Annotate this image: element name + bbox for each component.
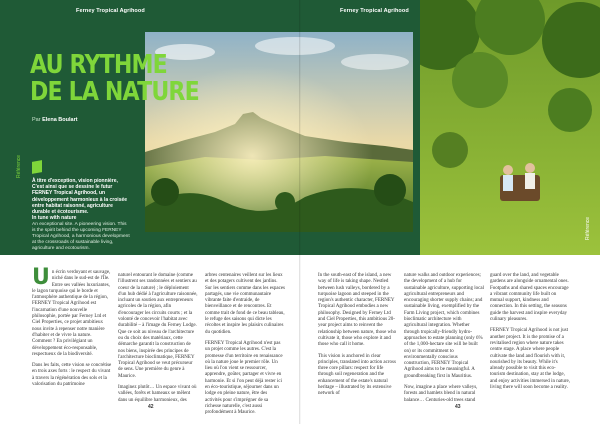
column-1-text-2: Dans les faits, cette vision se concrétise en trois axes forts : le respect du vivant à travers la régénération des sols et la valorisation du patrimoine bbox=[32, 363, 112, 388]
column-4-text: In the south-east of the island, a new way of life is taking shape. Nestled between lush valleys, bordered by a turquoise lagoon and steeped in the region's authentic character, FERNEY Tropical Agrihood embodies a new philosophy. Designed by Ferney Ltd and Ciel Properties, this ambitious 20-year project aims to reinvent the relationship between nature, those who cultivate it, those who explore it and those who call it home. bbox=[318, 273, 397, 348]
column-5-text-2: Now, imagine a place where valleys, forests and hamlets blend in natural balance… Centuries-old trees stand bbox=[404, 385, 478, 403]
byline-author: Elena Boulart bbox=[42, 117, 78, 123]
column-3-text-2: FERNEY Tropical Agrihood n'est pas un projet comme les autres. C'est la promesse d'un territoire en renaissance où la nature joue le premier rôle. Un lieu où l'on vient se ressourcer, apprendre, goûter, partager et vivre en harmonie. Et si l'on peut déjà rester ici en éco-touristique, séjourner dans un lodge en pleine nature, être des activités pour s'imprégner de sa richesse naturelle, c'est aussi profondément à Maurice. bbox=[205, 340, 283, 416]
byline bbox=[32, 117, 78, 123]
intro-paragraph-fr: À titre d'exception, vision pionnière, C'est ainsi que se dessine le futur FERNEY Tropical Agrihood, un développement harmonieux à la croisée entre habitat raisonné, agriculture durable et écotourisme. bbox=[32, 178, 128, 216]
intro-paragraph-en: An exceptional site. A pioneering vision. This is the spirit behind the upcoming FERNEY Tropical Agrihood, a harmonious development at the crossroads of sustainable living, agriculture and ecotourism. bbox=[32, 222, 130, 251]
side-label-left: Référence bbox=[16, 154, 22, 178]
column-1-text: n écrin verdoyant et sauvage, niché dans le sud-est de l'Île. Entre ses vallées luxuriantes, le lagon turquoise qui le borde et l'atmosphère authentique de la région, FERNEY Tropical Agrihood est l'incarnation d'une nouvelle philosophie, portée par Ferney Ltd et Ciel Properties, ce projet ambitieux nous invite à repenser notre manière d'habiter et de vivre la nature. Comment ? En privilégiant un développement éco-responsable, respectueux de la biodiversité. bbox=[32, 270, 111, 357]
intro-heading-en: In tune with nature bbox=[32, 215, 77, 221]
column-6-text-2: FERNEY Tropical Agrihood is not just another project. It is the promise of a revitalised region where nature takes centre stage. A place where people cultivate the land and flourish with it, nourished by its beauty. While it's already possible to visit this eco-tourism destination, stay at the lodge, and enjoy activities immersed in nature, living there will soon become a reality. bbox=[490, 328, 570, 391]
spine-gutter bbox=[299, 0, 301, 424]
lime-accent-mark bbox=[32, 160, 42, 174]
article-title bbox=[30, 52, 199, 106]
people-on-lawn-photo bbox=[420, 0, 600, 255]
side-label-right: Référence bbox=[585, 216, 591, 240]
column-3-text: arbres centenaires veillent sur les lieux et des potagers cultivent des jardins. Sur les sentiers comme dans les espaces partagés, une vie communautaire vibrante faite d'entraide, de bienveillance et de rencontres. Et comme trait de fond de ce beau tableau, le refuge des saisons qui dicte les récoltes et inspire les plaisirs culinaires du quotidien. bbox=[205, 273, 285, 335]
body-column-2 bbox=[118, 273, 198, 409]
page-number-right: 43 bbox=[455, 404, 461, 410]
byline-prefix: Par bbox=[32, 117, 41, 123]
title-line-1: AU RYTHME bbox=[30, 50, 167, 80]
column-5-text: nature walks and outdoor experiences; the development of a hub for sustainable agriculture, supporting local agricultural entrepreneurs and encouraging shorter supply chains; and sustainable living, exemplified by the Farm Living project, which combines bioclimatic architecture with agricultural integration. Whether through tropically-friendly hydro-approaches to estate planning (only 6% of the 1,000-hectare site will be built on) or its commitment to environmentally conscious construction, FERNEY Tropical Agrihood aims to be meaningful. A groundbreaking first in Mauritius. bbox=[404, 273, 484, 379]
column-4-text-2: This vision is anchored in clear principles, translated into action across three core pillars: respect for life through soil regeneration and the enhancement of the estate's natural heritage – illustrated by its extensive network of bbox=[318, 353, 396, 397]
body-column-6 bbox=[490, 273, 570, 396]
column-2-text: naturel entourant le domaine (comme l'illustrent ses randonnées et sentiers au coeur de la nature) ; le déploiement d'un hub dédié à l'agriculture raisonnée, incluant un soutien aux entrepreneurs agricoles de la région, afin d'encourager les circuits courts ; et la volonté de concevoir l'habitat avec durabilité – à l'image du Ferney Lodge. Que ce soit au niveau de l'architecture ou du choix des matériaux, cette démarche garantit la construction de nos biens, inspirée des principes de l'architecture bioclimatique, FERNEY Tropical Agrihood se veut précurseur de sens. Une première du genre à Maurice. bbox=[118, 273, 198, 379]
column-2-text-2: Imaginez plutôt… Un espace vivant où vallées, forêts et hameaux se mêlent dans un équilibre harmonieux, des bbox=[118, 385, 197, 403]
drop-cap: U bbox=[32, 265, 50, 290]
body-column-3 bbox=[205, 273, 285, 422]
body-column-1 bbox=[32, 265, 112, 393]
running-head-left: Ferney Tropical Agrihood bbox=[76, 8, 145, 14]
page-number-left: 42 bbox=[148, 404, 154, 410]
body-column-5 bbox=[404, 273, 484, 409]
title-line-2: DE LA NATURE bbox=[30, 77, 199, 107]
running-head-right: Ferney Tropical Agrihood bbox=[340, 8, 409, 14]
body-column-4 bbox=[318, 273, 398, 403]
column-6-text: guard over the land, and vegetable gardens are alongside ornamental ones. Footpaths and shared spaces encourage a vibrant community life built on mutual support, kindness and connection. In this setting, the seasons guide the harvest and inspire everyday culinary pleasures. bbox=[490, 273, 569, 323]
